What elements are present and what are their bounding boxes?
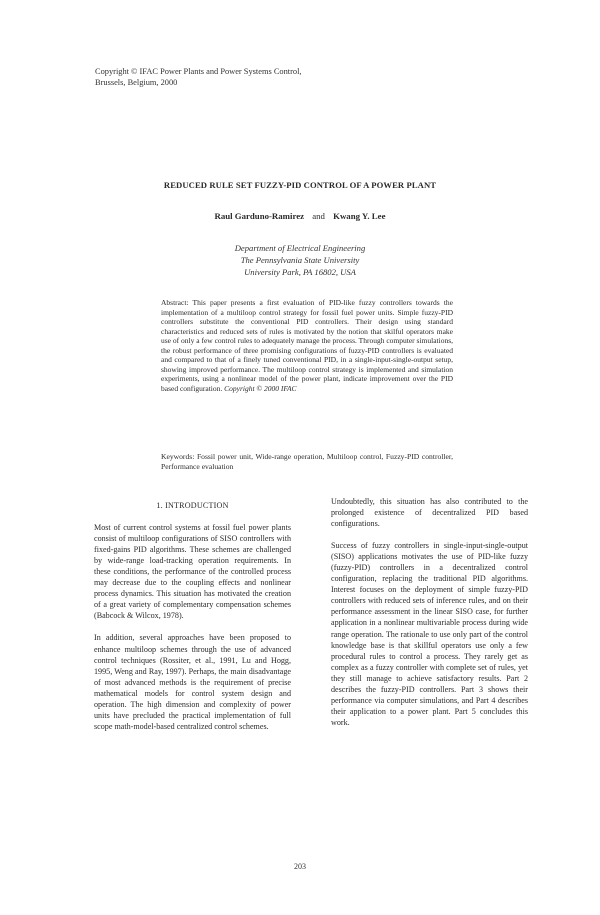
paragraph: Success of fuzzy controllers in single-input-single-output (SISO) applications motivates the use of PID-like fuzzy (fuzzy-PID) controllers in a decentralized control configuration, replacing the traditional PID algorithms. Interest focuses on the deployment of simple fuzzy-PID controllers with reduced sets of inference rules, and on their performance assessment in the linear SISO case, for further application in a nonlinear multivariable process during wide range operation. The rationale to use only part of the control knowledge base is that skillful operators use only a few procedural rules to control a process. They rarely get as complex as a fuzzy controller with complete set of rules, yet they still manage to achieve satisfactory results. Part 2 describes the fuzzy-PID controllers. Part 3 shows their performance via computer simulations, and Part 4 describes their application to a power plant. Part 5 concludes this work. [331, 541, 528, 727]
copyright-notice [95, 67, 395, 88]
paragraph: Undoubtedly, this situation has also contributed to the prolonged existence of decentralized PID based configurations. [331, 497, 528, 529]
copyright-line-2: Brussels, Belgium, 2000 [95, 77, 178, 87]
copyright-line-1: Copyright © IFAC Power Plants and Power Systems Control, [95, 67, 302, 76]
affiliation-location: University Park, PA 16802, USA [244, 267, 356, 278]
abstract-copyright: Copyright © 2000 IFAC [224, 383, 297, 393]
paper-title: REDUCED RULE SET FUZZY-PID CONTROL OF A POWER PLANT [163, 180, 437, 190]
affiliation [0, 242, 600, 279]
abstract-text: Abstract: This paper presents a first evaluation of PID-like fuzzy controllers towards the implementation of a multiloop control strategy for fossil fuel power units. Simple fuzzy-PID controllers substitute the conventional PID controllers. Their design using standard characteristics and reduced sets of rules is motivated by the notion that skilful operators make use of only a few control rules to adequately manage the process. Through computer simulations, the robust performance of three promising configurations of fuzzy-PID controllers is evaluated and compared to that of a finely tuned conventional PID, in a single-input-single-output setup, showing improved performance. The multiloop control strategy is implemented and simulation experiments, using a nonlinear model of the power plant, indicate improvement over the PID based configuration. [161, 298, 453, 393]
left-column [94, 500, 291, 743]
keywords: Keywords: Fossil power unit, Wide-range operation, Multiloop control, Fuzzy-PID controller, Performance evaluation [161, 452, 453, 471]
right-column [331, 496, 528, 739]
abstract [161, 298, 453, 393]
author-second: Kwang Y. Lee [333, 211, 386, 221]
affiliation-department: Department of Electrical Engineering [234, 243, 366, 253]
paragraph: In addition, several approaches have been proposed to enhance multiloop schemes through the use of advanced control techniques (Rossiter, et al., 1991, Lu and Hogg, 1995, Weng and Ray, 1997). Perhaps, the main disadvantage of most advanced methods is the requirement of precise mathematical models for control system design and operation. The high dimension and complexity of power units have precluded the practical implementation of full scope math-model-based centralized control schemes. [94, 633, 291, 731]
page-number: 203 [294, 862, 306, 871]
affiliation-university: The Pennsylvania State University [240, 255, 360, 266]
author-separator: and [312, 211, 325, 221]
author-line [0, 211, 600, 221]
section-heading-introduction: 1. INTRODUCTION [156, 501, 229, 510]
paragraph: Most of current control systems at fossil fuel power plants consist of multiloop configurations of SISO controllers with fixed-gains PID algorithms. These schemes are challenged by wide-range load-tracking operation requirements. In these conditions, the performance of the controlled process may decrease due to the coupling effects and nonlinear process dynamics. This situation has motivated the creation of a great variety of complementary compensation schemes (Babcock & Wilcox, 1978). [94, 523, 291, 621]
author-first: Raul Garduno-Ramirez [214, 211, 304, 221]
